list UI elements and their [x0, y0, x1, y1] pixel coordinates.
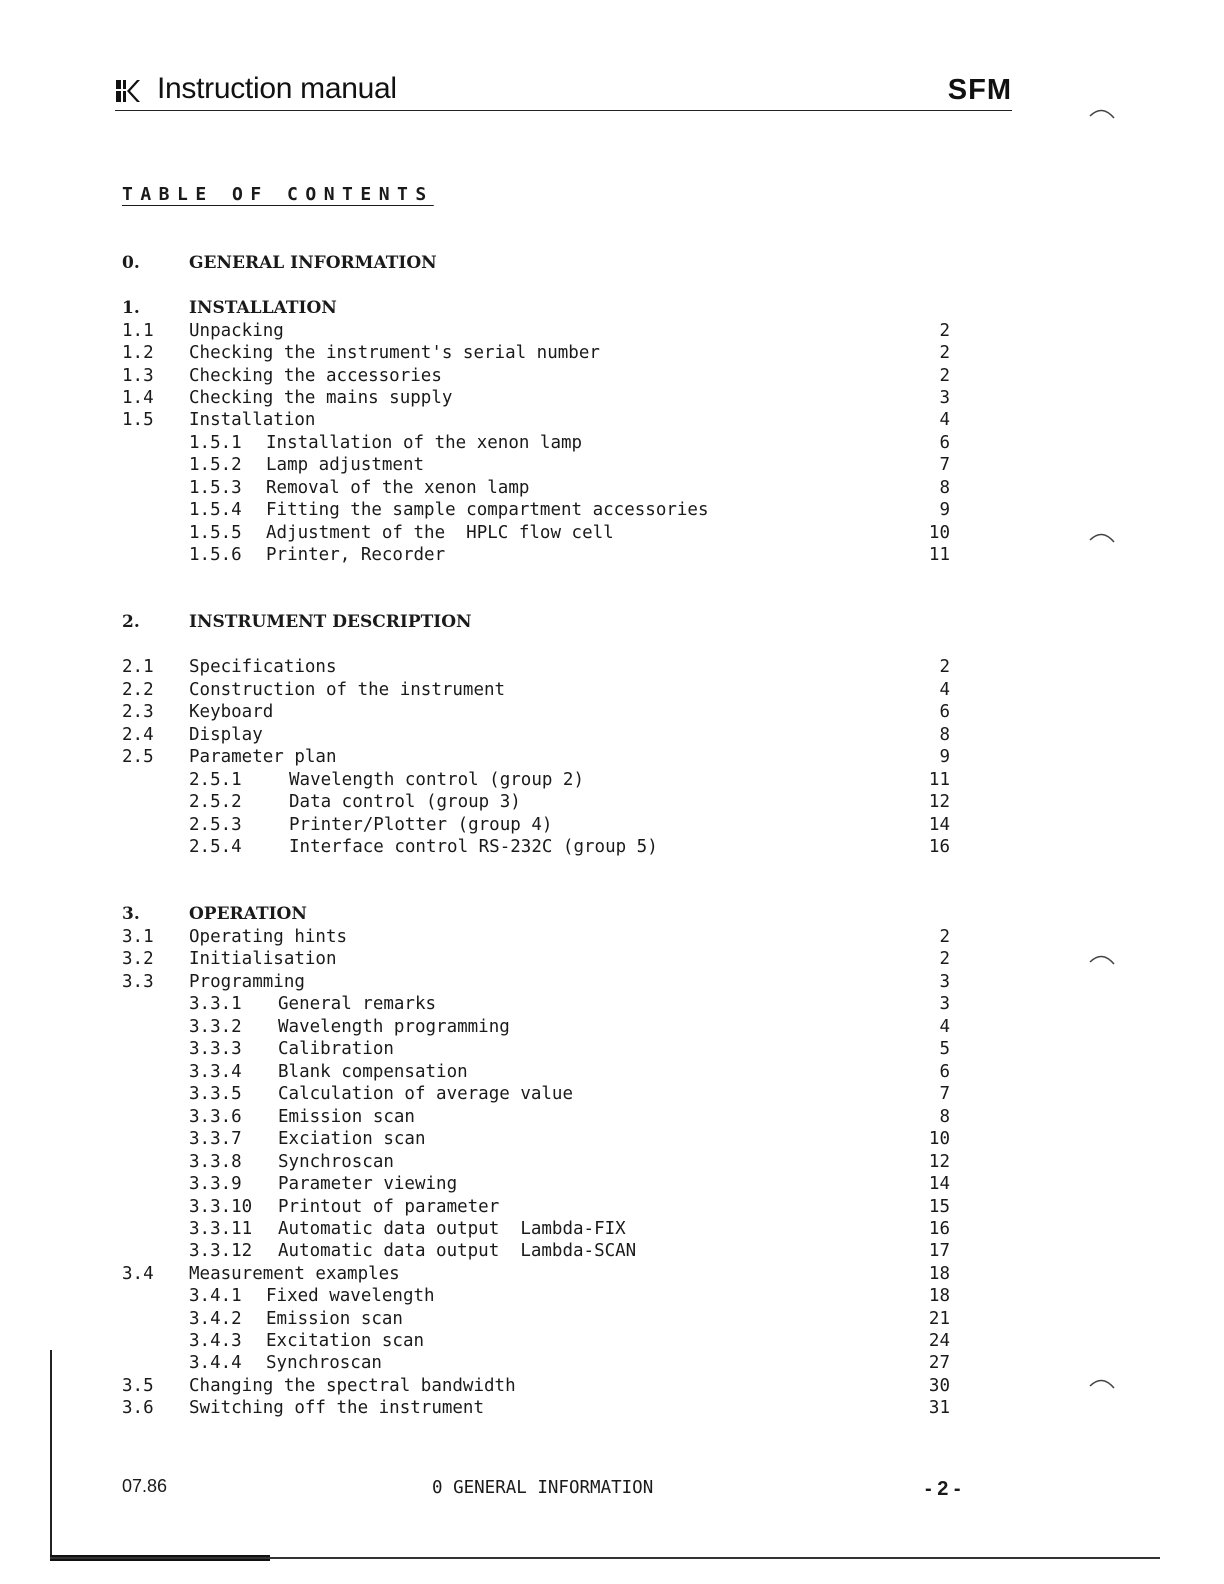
toc-entry-number: 2.5.1: [189, 770, 242, 790]
toc-entry-number: 3.3.6: [189, 1107, 242, 1127]
toc-entry-title: Keyboard: [189, 702, 274, 722]
toc-entry-title: Excitation scan: [266, 1331, 425, 1351]
toc-entry-page: 16: [928, 837, 950, 857]
header-title: Instruction manual: [157, 72, 397, 105]
toc-entry-title: Printer/Plotter (group 4): [289, 815, 553, 835]
toc-entry: [0, 836, 1224, 858]
toc-entry-title: Automatic data output Lambda-FIX: [278, 1219, 626, 1239]
toc-entry-title: Emission scan: [278, 1107, 415, 1127]
toc-entry: [0, 724, 1224, 746]
toc-entry: [0, 1128, 1224, 1150]
bottom-edge-line: [50, 1557, 1160, 1559]
toc-entry-number: 2.5: [122, 747, 154, 767]
toc-entry-number: 3.3.7: [189, 1129, 242, 1149]
toc-entry-page: 7: [939, 1084, 950, 1104]
toc-entry: [0, 971, 1224, 993]
toc-entry-title: Initialisation: [189, 949, 337, 969]
toc-entry-page: 4: [939, 410, 950, 430]
toc-entry: [0, 1285, 1224, 1307]
toc-entry-page: 8: [939, 1107, 950, 1127]
toc-entry: [0, 746, 1224, 768]
footer-page-number: - 2 -: [925, 1478, 961, 1500]
toc-entry: [0, 656, 1224, 678]
toc-entry-number: 1.5.5: [189, 523, 242, 543]
toc-entry: [0, 1240, 1224, 1262]
toc-entry-title: Synchroscan: [278, 1152, 394, 1172]
toc-entry: [0, 791, 1224, 813]
toc-entry-number: 1.5.2: [189, 455, 242, 475]
toc-entry-title: Calibration: [278, 1039, 394, 1059]
toc-entry-number: 2.2: [122, 680, 154, 700]
toc-entry: [0, 409, 1224, 431]
toc-entry-page: 18: [928, 1264, 950, 1284]
toc-entry-number: 1.5.6: [189, 545, 242, 565]
toc-entry-title: Interface control RS-232C (group 5): [289, 837, 658, 857]
toc-entry-title: Printer, Recorder: [266, 545, 446, 565]
toc-entry-page: 14: [928, 1174, 950, 1194]
toc-section-heading: [0, 611, 1224, 633]
toc-entry-page: 14: [928, 815, 950, 835]
toc-heading: TABLE OF CONTENTS: [122, 184, 434, 205]
toc-entry: [0, 679, 1224, 701]
toc-entry-number: 3.: [122, 904, 140, 924]
toc-entry-title: Adjustment of the HPLC flow cell: [266, 523, 614, 543]
toc-entry-page: 12: [928, 792, 950, 812]
toc-entry-number: 3.3.9: [189, 1174, 242, 1194]
toc-entry-page: 6: [939, 433, 950, 453]
toc-entry-number: 3.4.4: [189, 1353, 242, 1373]
toc-entry-page: 7: [939, 455, 950, 475]
toc-entry: [0, 1218, 1224, 1240]
toc-entry-title: Parameter viewing: [278, 1174, 458, 1194]
toc-entry-title: General remarks: [278, 994, 437, 1014]
toc-entry-number: 2.5.2: [189, 792, 242, 812]
toc-entry-title: Fixed wavelength: [266, 1286, 435, 1306]
toc-entry: [0, 432, 1224, 454]
toc-entry-title: Measurement examples: [189, 1264, 400, 1284]
toc-entry-page: 31: [928, 1398, 950, 1418]
toc-entry-number: 3.3.5: [189, 1084, 242, 1104]
toc-entry-page: 21: [928, 1309, 950, 1329]
toc-entry-page: 8: [939, 478, 950, 498]
toc-entry-page: 30: [928, 1376, 950, 1396]
toc-entry: [0, 1173, 1224, 1195]
toc-entry-page: 6: [939, 1062, 950, 1082]
toc-entry-title: Checking the accessories: [189, 366, 442, 386]
toc-entry: [0, 993, 1224, 1015]
toc-entry-number: 2.5.4: [189, 837, 242, 857]
toc-entry-page: 9: [939, 500, 950, 520]
toc-entry-title: GENERAL INFORMATION: [189, 253, 437, 273]
footer-date: 07.86: [122, 1476, 168, 1496]
toc-entry: [0, 387, 1224, 409]
toc-entry-title: INSTRUMENT DESCRIPTION: [189, 612, 472, 632]
toc-entry-title: INSTALLATION: [189, 298, 337, 318]
toc-entry-title: Printout of parameter: [278, 1197, 500, 1217]
toc-entry-page: 10: [928, 523, 950, 543]
toc-entry-title: Operating hints: [189, 927, 348, 947]
toc-entry: [0, 499, 1224, 521]
toc-entry: [0, 769, 1224, 791]
page-header: [115, 72, 1012, 111]
punch-hole-mark: [1088, 104, 1118, 124]
toc-entry-number: 3.3.12: [189, 1241, 253, 1261]
toc-entry-number: 1.5: [122, 410, 154, 430]
toc-entry-number: 1.: [122, 298, 140, 318]
toc-entry: [0, 1016, 1224, 1038]
toc-entry-page: 10: [928, 1129, 950, 1149]
margin-line: [50, 1350, 52, 1560]
toc-entry-title: Fitting the sample compartment accessories: [266, 500, 709, 520]
toc-entry-page: 16: [928, 1219, 950, 1239]
toc-entry-number: 2.: [122, 612, 140, 632]
toc-entry-number: 3.2: [122, 949, 154, 969]
toc-entry-number: 3.4: [122, 1264, 154, 1284]
manufacturer-logo-icon: [115, 78, 141, 104]
toc-entry-page: 4: [939, 680, 950, 700]
toc-entry-title: Specifications: [189, 657, 337, 677]
toc-entry-page: 11: [928, 545, 950, 565]
toc-entry: [0, 342, 1224, 364]
toc-entry-title: Removal of the xenon lamp: [266, 478, 530, 498]
toc-entry-title: OPERATION: [189, 904, 307, 924]
toc-entry: [0, 948, 1224, 970]
toc-entry: [0, 544, 1224, 566]
toc-entry-title: Automatic data output Lambda-SCAN: [278, 1241, 637, 1261]
toc-entry: [0, 1397, 1224, 1419]
toc-entry-number: 1.5.1: [189, 433, 242, 453]
toc-entry-title: Switching off the instrument: [189, 1398, 485, 1418]
toc-entry: [0, 701, 1224, 723]
toc-entry: [0, 926, 1224, 948]
toc-entry-number: 3.4.1: [189, 1286, 242, 1306]
toc-entry-number: 3.3: [122, 972, 154, 992]
toc-section-heading: [0, 252, 1224, 274]
punch-hole-mark: [1088, 1374, 1118, 1394]
toc-entry: [0, 814, 1224, 836]
toc-entry-page: 3: [939, 972, 950, 992]
header-code: SFM: [947, 74, 1012, 106]
toc-entry: [0, 1038, 1224, 1060]
toc-entry-page: 6: [939, 702, 950, 722]
punch-hole-mark: [1088, 528, 1118, 548]
toc-entry-page: 3: [939, 994, 950, 1014]
toc-entry-title: Installation of the xenon lamp: [266, 433, 583, 453]
toc-entry: [0, 320, 1224, 342]
toc-entry-number: 2.3: [122, 702, 154, 722]
toc-entry-page: 5: [939, 1039, 950, 1059]
toc-entry-title: Data control (group 3): [289, 792, 521, 812]
toc-entry: [0, 1061, 1224, 1083]
toc-entry-number: 3.3.3: [189, 1039, 242, 1059]
toc-entry-number: 1.5.3: [189, 478, 242, 498]
toc-entry-number: 3.4.3: [189, 1331, 242, 1351]
toc-entry: [0, 477, 1224, 499]
toc-entry-number: 1.1: [122, 321, 154, 341]
toc-entry-number: 3.1: [122, 927, 154, 947]
toc-entry-page: 3: [939, 388, 950, 408]
toc-entry-number: 3.3.2: [189, 1017, 242, 1037]
toc-entry-number: 1.3: [122, 366, 154, 386]
toc-entry-title: Wavelength control (group 2): [289, 770, 585, 790]
toc-entry: [0, 1352, 1224, 1374]
toc-entry-page: 9: [939, 747, 950, 767]
toc-entry-number: 3.4.2: [189, 1309, 242, 1329]
toc-entry: [0, 1375, 1224, 1397]
footer-section: 0 GENERAL INFORMATION: [432, 1478, 654, 1498]
toc-entry-title: Construction of the instrument: [189, 680, 506, 700]
toc-entry-number: 3.3.10: [189, 1197, 253, 1217]
toc-entry-title: Lamp adjustment: [266, 455, 425, 475]
toc-entry-title: Checking the instrument's serial number: [189, 343, 600, 363]
toc-entry-page: 2: [939, 321, 950, 341]
toc-entry-page: 15: [928, 1197, 950, 1217]
toc-entry-page: 2: [939, 366, 950, 386]
toc-entry-number: 3.3.1: [189, 994, 242, 1014]
toc-entry-page: 12: [928, 1152, 950, 1172]
toc-section-heading: [0, 297, 1224, 319]
toc-entry-page: 24: [928, 1331, 950, 1351]
toc-entry: [0, 454, 1224, 476]
toc-entry-number: 1.4: [122, 388, 154, 408]
toc-entry-number: 3.5: [122, 1376, 154, 1396]
toc-entry-title: Exciation scan: [278, 1129, 426, 1149]
toc-entry: [0, 1308, 1224, 1330]
toc-entry-title: Synchroscan: [266, 1353, 382, 1373]
toc-entry-page: 8: [939, 725, 950, 745]
toc-entry-page: 4: [939, 1017, 950, 1037]
toc-entry-page: 17: [928, 1241, 950, 1261]
toc-entry-number: 2.5.3: [189, 815, 242, 835]
toc-entry: [0, 1083, 1224, 1105]
toc-entry-title: Wavelength programming: [278, 1017, 510, 1037]
toc-entry-number: 3.3.4: [189, 1062, 242, 1082]
toc-entry-title: Emission scan: [266, 1309, 403, 1329]
toc-entry: [0, 1151, 1224, 1173]
toc-entry-number: 1.2: [122, 343, 154, 363]
toc-entry-page: 2: [939, 343, 950, 363]
toc-entry-number: 3.3.11: [189, 1219, 253, 1239]
toc-entry-page: 27: [928, 1353, 950, 1373]
toc-entry: [0, 1106, 1224, 1128]
toc-entry: [0, 365, 1224, 387]
toc-section-heading: [0, 903, 1224, 925]
toc-entry: [0, 1330, 1224, 1352]
toc-entry-title: Unpacking: [189, 321, 284, 341]
toc-entry-page: 18: [928, 1286, 950, 1306]
toc-entry-title: Changing the spectral bandwidth: [189, 1376, 516, 1396]
toc-entry-number: 2.1: [122, 657, 154, 677]
toc-entry-number: 1.5.4: [189, 500, 242, 520]
toc-entry-title: Display: [189, 725, 263, 745]
toc-entry-page: 11: [928, 770, 950, 790]
toc-entry: [0, 1263, 1224, 1285]
toc-entry-title: Installation: [189, 410, 316, 430]
toc-entry-title: Parameter plan: [189, 747, 337, 767]
toc-entry-number: 3.6: [122, 1398, 154, 1418]
toc-entry-number: 0.: [122, 253, 140, 273]
toc-entry-number: 3.3.8: [189, 1152, 242, 1172]
toc-entry-title: Blank compensation: [278, 1062, 468, 1082]
toc-entry-title: Programming: [189, 972, 305, 992]
toc-entry-page: 2: [939, 657, 950, 677]
toc-entry: [0, 1196, 1224, 1218]
toc-entry-number: 2.4: [122, 725, 154, 745]
toc-entry-title: Checking the mains supply: [189, 388, 453, 408]
punch-hole-mark: [1088, 950, 1118, 970]
toc-entry-title: Calculation of average value: [278, 1084, 574, 1104]
toc-entry-page: 2: [939, 927, 950, 947]
toc-entry-page: 2: [939, 949, 950, 969]
toc-entry: [0, 522, 1224, 544]
